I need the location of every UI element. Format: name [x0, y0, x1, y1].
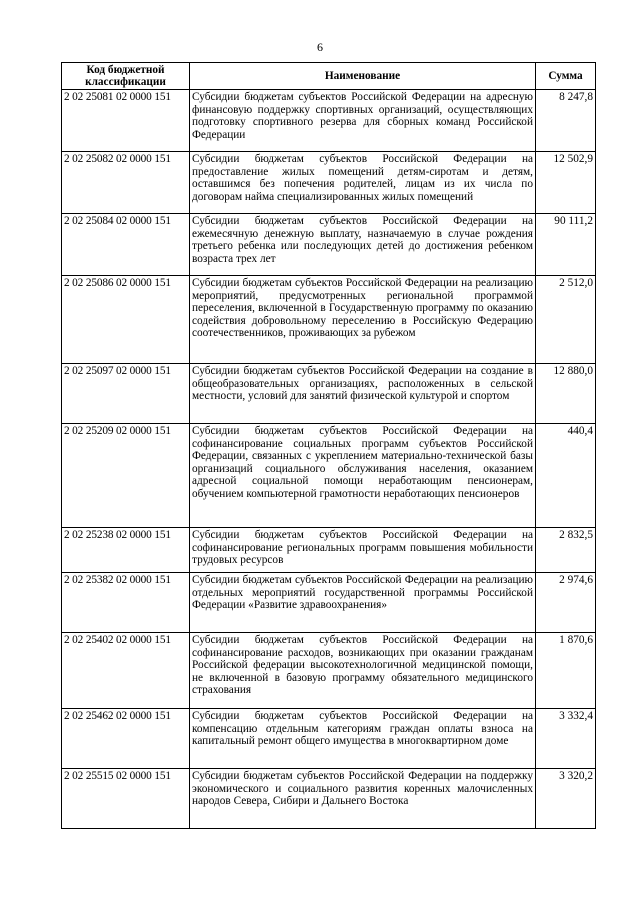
- table-row: [62, 528, 596, 573]
- row-code: 2 02 25081 02 0000 151: [62, 90, 190, 152]
- table-row: [62, 214, 596, 276]
- budget-table: [61, 62, 596, 829]
- row-sum: 8 247,8: [536, 90, 596, 152]
- header-sum: Сумма: [536, 63, 596, 90]
- row-sum: 12 880,0: [536, 364, 596, 424]
- row-code: 2 02 25402 02 0000 151: [62, 633, 190, 709]
- row-sum: 2 832,5: [536, 528, 596, 573]
- row-sum: 90 111,2: [536, 214, 596, 276]
- row-sum: 3 332,4: [536, 709, 596, 769]
- row-code: 2 02 25462 02 0000 151: [62, 709, 190, 769]
- row-name: Субсидии бюджетам субъектов Российской Федерации на адресную финансовую поддержку спортивных организаций, осуществляющих подготовку спортивного резерва для сборных команд Российской Федерации: [190, 90, 536, 152]
- table-row: [62, 573, 596, 633]
- table-row: [62, 633, 596, 709]
- row-code: 2 02 25382 02 0000 151: [62, 573, 190, 633]
- row-sum: 12 502,9: [536, 152, 596, 214]
- row-code: 2 02 25515 02 0000 151: [62, 769, 190, 829]
- table-row: [62, 424, 596, 528]
- row-sum: 3 320,2: [536, 769, 596, 829]
- row-name: Субсидии бюджетам субъектов Российской Федерации на предоставление жилых помещений детям-сиротам и детям, оставшимся без попечения родителей, лицам из их числа по договорам найма специализированных жилых помещений: [190, 152, 536, 214]
- table-row: [62, 709, 596, 769]
- header-name: Наименование: [190, 63, 536, 90]
- row-name: Субсидии бюджетам субъектов Российской Федерации на реализацию мероприятий, предусмотренных региональной программой переселения, включенной в Государственную программу по оказанию содействия добровольному переселению в Российскую Федерацию соотечественников, проживающих за рубежом: [190, 276, 536, 364]
- row-code: 2 02 25209 02 0000 151: [62, 424, 190, 528]
- row-name: Субсидии бюджетам субъектов Российской Федерации на софинансирование региональных программ повышения мобильности трудовых ресурсов: [190, 528, 536, 573]
- header-code: Код бюджетной классификации: [62, 63, 190, 90]
- row-name: Субсидии бюджетам субъектов Российской Федерации на поддержку экономического и социального развития коренных малочисленных народов Севера, Сибири и Дальнего Востока: [190, 769, 536, 829]
- row-code: 2 02 25082 02 0000 151: [62, 152, 190, 214]
- table-row: [62, 276, 596, 364]
- row-name: Субсидии бюджетам субъектов Российской Федерации на компенсацию отдельным категориям граждан оплаты взноса на капитальный ремонт общего имущества в многоквартирном доме: [190, 709, 536, 769]
- table-header-row: [62, 63, 596, 90]
- row-sum: 1 870,6: [536, 633, 596, 709]
- row-sum: 2 512,0: [536, 276, 596, 364]
- row-code: 2 02 25238 02 0000 151: [62, 528, 190, 573]
- row-name: Субсидии бюджетам субъектов Российской Федерации на софинансирование расходов, возникающих при оказании гражданам Российской федерации высокотехнологичной медицинской помощи, не включенной в базовую программу обязательного медицинского страхования: [190, 633, 536, 709]
- table-row: [62, 364, 596, 424]
- row-code: 2 02 25086 02 0000 151: [62, 276, 190, 364]
- row-code: 2 02 25097 02 0000 151: [62, 364, 190, 424]
- row-code: 2 02 25084 02 0000 151: [62, 214, 190, 276]
- table-row: [62, 90, 596, 152]
- row-name: Субсидии бюджетам субъектов Российской Федерации на софинансирование социальных программ субъектов Российской Федерации, связанных с укреплением материально-технической базы организаций социального обслуживания населения, оказанием адресной социальной помощи неработающим пенсионерам, обучением компьютерной грамотности неработающих пенсионеров: [190, 424, 536, 528]
- row-sum: 440,4: [536, 424, 596, 528]
- page-number: 6: [317, 40, 323, 54]
- row-sum: 2 974,6: [536, 573, 596, 633]
- row-name: Субсидии бюджетам субъектов Российской Федерации на ежемесячную денежную выплату, назначаемую в случае рождения третьего ребенка или последующих детей до достижения ребенком возраста трех лет: [190, 214, 536, 276]
- table-row: [62, 152, 596, 214]
- row-name: Субсидии бюджетам субъектов Российской Федерации на создание в общеобразовательных организациях, расположенных в сельской местности, условий для занятий физической культурой и спортом: [190, 364, 536, 424]
- row-name: Субсидии бюджетам субъектов Российской Федерации на реализацию отдельных мероприятий государственной программы Российской Федерации «Развитие здравоохранения»: [190, 573, 536, 633]
- table-row: [62, 769, 596, 829]
